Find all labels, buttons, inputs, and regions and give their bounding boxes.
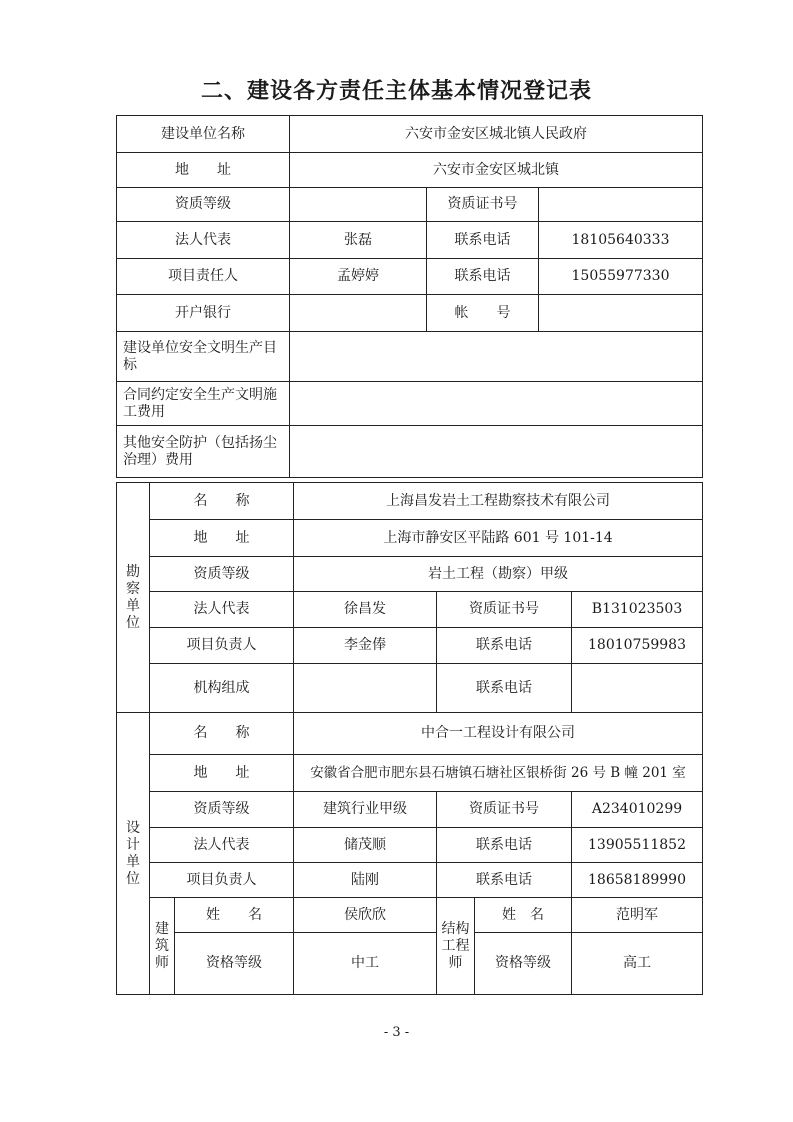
builder-address-label: 地 址	[117, 153, 290, 188]
design-pm: 陆刚	[294, 863, 437, 898]
builder-contract-fee-label: 合同约定安全生产文明施工费用	[117, 382, 290, 426]
design-cert: A234010299	[572, 792, 703, 828]
architect-name-label: 姓 名	[175, 898, 294, 933]
survey-table	[116, 482, 703, 713]
builder-bank	[290, 295, 427, 332]
survey-org-label: 机构组成	[150, 664, 294, 713]
page-number: - 3 -	[383, 1025, 410, 1040]
architect-name: 侯欣欣	[294, 898, 437, 933]
builder-other-fee	[290, 426, 703, 478]
page-title: 二、建设各方责任主体基本情况登记表	[200, 79, 592, 104]
design-pm-phone: 18658189990	[572, 863, 703, 898]
survey-address: 上海市静安区平陆路 601 号 101-14	[294, 520, 703, 557]
builder-qual-label: 资质等级	[117, 188, 290, 222]
architect-grade-label: 资格等级	[175, 933, 294, 995]
builder-cert-label: 资质证书号	[427, 188, 539, 222]
structural-grade-label: 资格等级	[475, 933, 572, 995]
builder-safety-goal-label: 建设单位安全文明生产目标	[117, 332, 290, 382]
survey-org-phone	[572, 664, 703, 713]
builder-table	[116, 115, 703, 478]
design-qual: 建筑行业甲级	[294, 792, 437, 828]
builder-phone-label: 联系电话	[427, 222, 539, 259]
survey-address-label: 地 址	[150, 520, 294, 557]
design-name-label: 名 称	[150, 713, 294, 755]
survey-pm-phone-label: 联系电话	[437, 628, 572, 664]
design-legal: 储茂顺	[294, 828, 437, 863]
survey-cert: B131023503	[572, 592, 703, 628]
architect-grade: 中工	[294, 933, 437, 995]
builder-address: 六安市金安区城北镇	[290, 153, 703, 188]
design-table	[116, 712, 703, 995]
builder-pm-phone: 15055977330	[539, 259, 703, 295]
survey-org	[294, 664, 437, 713]
builder-account-label: 帐 号	[427, 295, 539, 332]
survey-cert-label: 资质证书号	[437, 592, 572, 628]
design-legal-phone-label: 联系电话	[437, 828, 572, 863]
survey-pm: 李金俸	[294, 628, 437, 664]
builder-safety-goal	[290, 332, 703, 382]
design-legal-label: 法人代表	[150, 828, 294, 863]
builder-legal-phone: 18105640333	[539, 222, 703, 259]
builder-cert	[539, 188, 703, 222]
survey-name-label: 名 称	[150, 483, 294, 520]
structural-grade: 高工	[572, 933, 703, 995]
design-address-label: 地 址	[150, 755, 294, 792]
design-cert-label: 资质证书号	[437, 792, 572, 828]
survey-pm-phone: 18010759983	[572, 628, 703, 664]
design-pm-phone-label: 联系电话	[437, 863, 572, 898]
design-legal-phone: 13905511852	[572, 828, 703, 863]
builder-account	[539, 295, 703, 332]
structural-name: 范明军	[572, 898, 703, 933]
design-name: 中合一工程设计有限公司	[294, 713, 703, 755]
survey-qual-label: 资质等级	[150, 557, 294, 592]
design-pm-label: 项目负责人	[150, 863, 294, 898]
architect-label: 建筑师	[150, 898, 175, 995]
survey-name: 上海昌发岩土工程勘察技术有限公司	[294, 483, 703, 520]
builder-pm: 孟婷婷	[290, 259, 427, 295]
survey-pm-label: 项目负责人	[150, 628, 294, 664]
builder-name: 六安市金安区城北镇人民政府	[290, 116, 703, 153]
structural-engineer-label: 结构工程师	[437, 898, 475, 995]
builder-bank-label: 开户银行	[117, 295, 290, 332]
design-address: 安徽省合肥市肥东县石塘镇石塘社区银桥街 26 号 B 幢 201 室	[294, 755, 703, 792]
survey-org-phone-label: 联系电话	[437, 664, 572, 713]
builder-legal-label: 法人代表	[117, 222, 290, 259]
survey-legal-label: 法人代表	[150, 592, 294, 628]
survey-qual: 岩土工程（勘察）甲级	[294, 557, 703, 592]
survey-side-label: 勘察单位	[117, 483, 150, 713]
builder-other-fee-label: 其他安全防护（包括扬尘治理）费用	[117, 426, 290, 478]
design-qual-label: 资质等级	[150, 792, 294, 828]
builder-pm-phone-label: 联系电话	[427, 259, 539, 295]
survey-legal: 徐昌发	[294, 592, 437, 628]
builder-qual	[290, 188, 427, 222]
builder-pm-label: 项目责任人	[117, 259, 290, 295]
structural-name-label: 姓 名	[475, 898, 572, 933]
builder-contract-fee	[290, 382, 703, 426]
builder-name-label: 建设单位名称	[117, 116, 290, 153]
design-side-label: 设计单位	[117, 713, 150, 995]
builder-legal: 张磊	[290, 222, 427, 259]
